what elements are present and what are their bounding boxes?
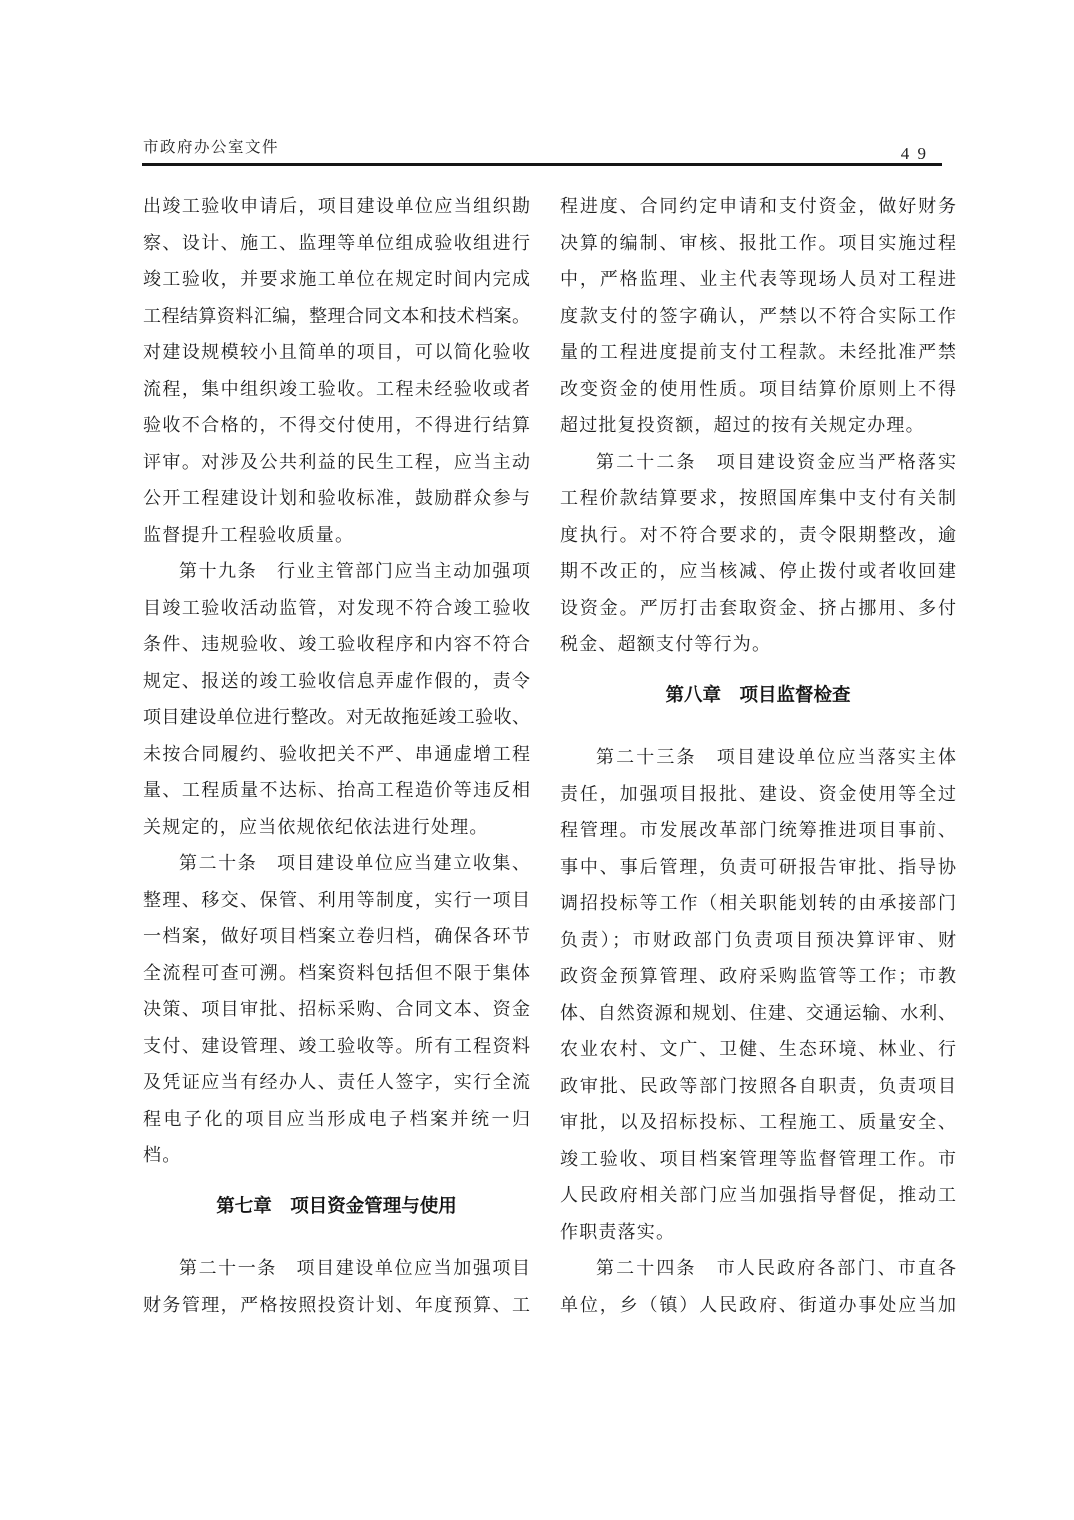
text-line: 全流程可查可溯。档案资料包括但不限于集体 [143, 962, 530, 983]
text-line: 第二十四条 市人民政府各部门、市直各 [596, 1258, 956, 1278]
text-line: 监督提升工程验收质量。 [143, 524, 355, 545]
text-line: 公开工程建设计划和验收标准，鼓励群众参与 [143, 488, 530, 508]
text-line: 度款支付的签字确认，严禁以不符合实际工作 [560, 305, 956, 326]
text-line: 档。 [143, 1145, 182, 1165]
text-line: 超过批复投资额，超过的按有关规定办理。 [560, 415, 925, 435]
header-title: 市政府办公室文件 [143, 139, 280, 156]
left-column [143, 188, 530, 1323]
text-line: 改变资金的使用性质。项目结算价原则上不得 [560, 378, 956, 399]
text-line: 第二十一条 项目建设单位应当加强项目 [179, 1258, 530, 1278]
text-line: 一档案，做好项目档案立卷归档，确保各环节 [143, 926, 530, 946]
text-line: 人民政府相关部门应当加强指导督促，推动工 [560, 1185, 956, 1205]
text-line: 审批，以及招标投标、工程施工、质量安全、 [560, 1112, 956, 1132]
text-line: 中，严格监理、业主代表等现场人员对工程进 [560, 269, 956, 289]
text-line: 整理、移交、保管、利用等制度，实行一项目 [143, 889, 530, 910]
text-line: 出竣工验收申请后，项目建设单位应当组织勘 [143, 196, 530, 216]
text-line: 决算的编制、审核、报批工作。项目实施过程 [560, 232, 956, 253]
text-line: 财务管理，严格按照投资计划、年度预算、工 [143, 1294, 530, 1315]
text-line: 度执行。对不符合要求的，责令限期整改，逾 [560, 524, 956, 545]
text-line: 关规定的，应当依规依纪依法进行处理。 [143, 816, 489, 837]
text-line: 流程，集中组织竣工验收。工程未经验收或者 [143, 378, 530, 399]
text-line: 第二十二条 项目建设资金应当严格落实 [596, 451, 956, 472]
text-line: 竣工验收、项目档案管理等监督管理工作。市 [560, 1148, 956, 1169]
header-rule [142, 163, 942, 166]
right-column [560, 188, 956, 1323]
text-line: 政审批、民政等部门按照各自职责，负责项目 [560, 1075, 956, 1096]
text-line: 对建设规模较小且简单的项目，可以简化验收 [143, 342, 530, 362]
text-line: 条件、违规验收、竣工验收程序和内容不符合 [143, 634, 530, 654]
chapter-heading: 第八章 项目监督检查 [665, 683, 851, 705]
text-line: 农业农村、文广、卫健、生态环境、林业、行 [560, 1039, 956, 1059]
text-line: 项目建设单位进行整改。对无故拖延竣工验收、 [143, 707, 530, 727]
text-line: 程进度、合同约定申请和支付资金，做好财务 [560, 196, 956, 216]
text-line: 察、设计、施工、监理等单位组成验收组进行 [143, 232, 530, 253]
text-line: 事中、事后管理，负责可研报告审批、指导协 [560, 856, 956, 877]
text-line: 目竣工验收活动监管，对发现不符合竣工验收 [143, 597, 530, 618]
text-line: 第十九条 行业主管部门应当主动加强项 [179, 561, 530, 581]
text-line: 工程结算资料汇编，整理合同文本和技术档案。 [143, 305, 530, 326]
text-line: 设资金。严厉打击套取资金、挤占挪用、多付 [560, 597, 956, 618]
text-line: 支付、建设管理、竣工验收等。所有工程资料 [143, 1035, 530, 1056]
text-line: 单位，乡（镇）人民政府、街道办事处应当加 [560, 1294, 956, 1315]
page-number: 4 9 [900, 144, 928, 163]
text-line: 作职责落实。 [560, 1221, 676, 1242]
chapter-heading: 第七章 项目资金管理与使用 [216, 1194, 457, 1216]
text-line: 工程价款结算要求，按照国库集中支付有关制 [560, 488, 956, 508]
text-line: 程管理。市发展改革部门统筹推进项目事前、 [560, 820, 956, 840]
text-line: 体、自然资源和规划、住建、交通运输、水利、 [560, 1002, 956, 1023]
text-line: 量的工程进度提前支付工程款。未经批准严禁 [560, 342, 956, 362]
text-line: 未按合同履约、验收把关不严、串通虚增工程 [143, 743, 530, 764]
text-line: 规定、报送的竣工验收信息弄虚作假的，责令 [143, 670, 530, 691]
text-line: 评审。对涉及公共利益的民生工程，应当主动 [143, 451, 530, 472]
text-line: 竣工验收，并要求施工单位在规定时间内完成 [143, 269, 530, 289]
text-line: 及凭证应当有经办人、责任人签字，实行全流 [143, 1072, 530, 1092]
text-line: 期不改正的，应当核减、停止拨付或者收回建 [560, 561, 956, 581]
text-line: 程电子化的项目应当形成电子档案并统一归 [143, 1108, 530, 1129]
text-line: 第二十条 项目建设单位应当建立收集、 [179, 853, 530, 873]
text-line: 第二十三条 项目建设单位应当落实主体 [596, 747, 956, 767]
text-line: 量、工程质量不达标、抬高工程造价等违反相 [143, 780, 530, 800]
text-line: 负责）；市财政部门负责项目预决算评审、财 [560, 929, 956, 950]
text-line: 决策、项目审批、招标采购、合同文本、资金 [143, 999, 530, 1019]
text-line: 验收不合格的，不得交付使用，不得进行结算 [143, 415, 530, 435]
text-line: 政资金预算管理、政府采购监管等工作；市教 [560, 966, 956, 986]
text-line: 调招投标等工作（相关职能划转的由承接部门 [560, 893, 956, 913]
text-line: 税金、超额支付等行为。 [560, 634, 772, 654]
text-line: 责任，加强项目报批、建设、资金使用等全过 [560, 783, 956, 804]
